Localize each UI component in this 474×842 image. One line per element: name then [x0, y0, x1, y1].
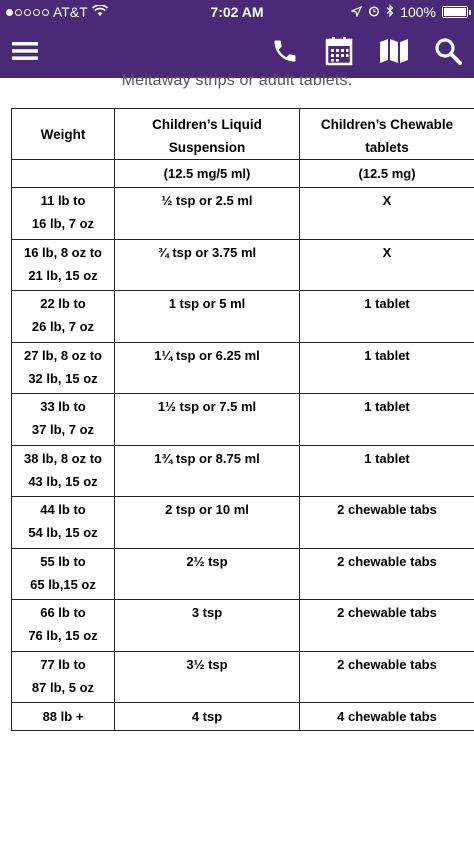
liquid-dose-cell: 1 tsp or 5 ml	[115, 291, 300, 343]
weight-line: 55 lb to	[40, 553, 86, 569]
search-icon	[434, 37, 462, 65]
call-button[interactable]	[268, 34, 302, 68]
weight-line: 38 lb, 8 oz to	[23, 450, 102, 466]
chewable-dose-cell: 2 chewable tabs	[300, 600, 474, 652]
table-row	[12, 188, 474, 240]
table-row	[12, 548, 474, 600]
weight-cell	[12, 548, 115, 600]
weight-line: 65 lb,15 oz	[30, 576, 96, 592]
weight-line: 21 lb, 15 oz	[28, 267, 98, 283]
alarm-icon	[368, 4, 380, 20]
search-button[interactable]	[431, 34, 465, 68]
weight-line: 87 lb, 5 oz	[31, 679, 95, 695]
chewable-dose-cell: X	[300, 239, 474, 291]
header-chewable: Children’s Chewable tablets	[300, 109, 474, 160]
menu-icon	[12, 41, 38, 61]
table-row	[12, 600, 474, 652]
weight-cell	[12, 239, 115, 291]
status-right	[351, 4, 468, 20]
liquid-dose-cell: ½ tsp or 2.5 ml	[115, 188, 300, 240]
status-time: 7:02 AM	[210, 4, 264, 20]
weight-line: 44 lb to	[40, 502, 86, 517]
weight-line: 22 lb to	[40, 296, 86, 311]
map-icon	[379, 38, 409, 64]
weight-line: 76 lb, 15 oz	[28, 628, 98, 643]
bluetooth-icon	[386, 4, 394, 20]
weight-cell	[12, 445, 115, 497]
chewable-dose-cell: 1 tablet	[300, 291, 474, 343]
weight-cell	[12, 703, 115, 731]
liquid-dose-cell: 4 tsp	[115, 703, 300, 731]
weight-line: 77 lb to	[40, 656, 86, 672]
location-icon	[351, 4, 362, 20]
map-button[interactable]	[377, 34, 411, 68]
weight-line: 33 lb to	[40, 399, 86, 414]
weight-line: 66 lb to	[40, 605, 86, 620]
table-header-row	[12, 109, 474, 160]
nav-bar	[0, 24, 474, 78]
header-liquid: Children’s Liquid Suspension	[115, 109, 300, 160]
weight-line: 16 lb, 8 oz to	[23, 244, 102, 260]
units-weight	[12, 160, 115, 188]
weight-line: 54 lb, 15 oz	[28, 525, 98, 540]
liquid-dose-cell: 3 tsp	[115, 600, 300, 652]
liquid-dose-cell: 3½ tsp	[115, 651, 300, 703]
intro-text: Meltaway strips or adult tablets.	[121, 72, 353, 89]
battery-icon	[442, 6, 468, 18]
table-row	[12, 497, 474, 549]
weight-cell	[12, 188, 115, 240]
calendar-button[interactable]	[322, 34, 356, 68]
table-row	[12, 651, 474, 703]
table-row	[12, 445, 474, 497]
chewable-dose-cell: 1 tablet	[300, 342, 474, 394]
table-row	[12, 703, 474, 731]
battery-percent: 100%	[400, 4, 436, 20]
menu-button[interactable]	[8, 34, 42, 68]
weight-line: 88 lb +	[42, 709, 84, 724]
chewable-dose-cell: 2 chewable tabs	[300, 497, 474, 549]
chewable-dose-cell: 4 chewable tabs	[300, 703, 474, 731]
liquid-dose-cell: ¾ tsp or 3.75 ml	[115, 239, 300, 291]
chewable-dose-cell: 1 tablet	[300, 394, 474, 446]
weight-cell	[12, 651, 115, 703]
weight-cell	[12, 394, 115, 446]
table-row	[12, 342, 474, 394]
weight-cell	[12, 600, 115, 652]
liquid-dose-cell: 1½ tsp or 7.5 ml	[115, 394, 300, 446]
header-weight: Weight	[12, 109, 115, 160]
weight-line: 32 lb, 15 oz	[28, 370, 98, 386]
weight-cell	[12, 291, 115, 343]
weight-line: 43 lb, 15 oz	[28, 473, 98, 489]
weight-line: 37 lb, 7 oz	[31, 422, 95, 437]
chewable-dose-cell: X	[300, 188, 474, 240]
table-units-row	[12, 160, 474, 188]
chewable-dose-cell: 1 tablet	[300, 445, 474, 497]
weight-cell	[12, 342, 115, 394]
dosage-table	[11, 108, 474, 731]
units-chewable: (12.5 mg)	[300, 160, 474, 188]
liquid-dose-cell: 2½ tsp	[115, 548, 300, 600]
liquid-dose-cell: 2 tsp or 10 ml	[115, 497, 300, 549]
table-row	[12, 291, 474, 343]
status-bar	[0, 0, 474, 24]
chewable-dose-cell: 2 chewable tabs	[300, 651, 474, 703]
table-row	[12, 394, 474, 446]
liquid-dose-cell: 1¼ tsp or 6.25 ml	[115, 342, 300, 394]
phone-icon	[271, 37, 299, 65]
units-liquid: (12.5 mg/5 ml)	[115, 160, 300, 188]
carrier-label: AT&T	[53, 4, 88, 20]
chewable-dose-cell: 2 chewable tabs	[300, 548, 474, 600]
liquid-dose-cell: 1¾ tsp or 8.75 ml	[115, 445, 300, 497]
weight-line: 27 lb, 8 oz to	[23, 347, 102, 363]
weight-line: 26 lb, 7 oz	[31, 319, 95, 334]
table-row	[12, 239, 474, 291]
weight-line: 16 lb, 7 oz	[31, 216, 95, 231]
calendar-icon	[325, 36, 353, 66]
weight-line: 11 lb to	[40, 193, 86, 208]
weight-cell	[12, 497, 115, 549]
